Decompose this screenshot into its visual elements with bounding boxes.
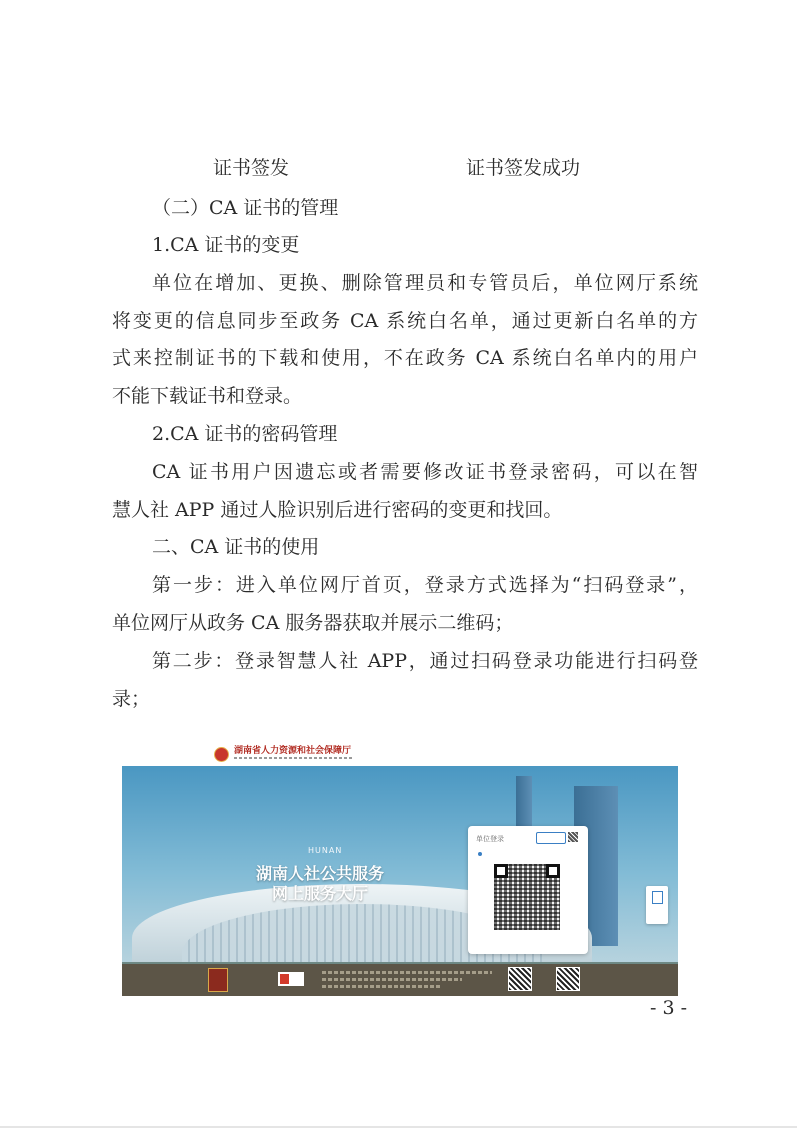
hero-title-line-1: 湖南人社公共服务 <box>255 864 384 883</box>
hero-title <box>240 864 400 904</box>
document-icon <box>652 891 663 904</box>
step-1-line-2: 单位网厅从政务 CA 服务器获取并展示二维码； <box>112 612 514 634</box>
paragraph-ca-change-line-4: 不能下载证书和登录。 <box>112 385 303 407</box>
step-1-line-1: 第一步：进入单位网厅首页，登录方式选择为“扫码登录”， <box>152 574 698 596</box>
portal-org-name: 湖南省人力资源和社会保障厅 <box>234 746 352 756</box>
login-card-title: 单位登录 <box>476 835 504 843</box>
paragraph-ca-change-line-3: 式来控制证书的下载和使用，不在政务 CA 系统白名单内的用户 <box>112 347 698 369</box>
caption-certificate-issuance: 证书签发 <box>213 157 290 179</box>
hero-caption: HUNAN <box>308 846 343 855</box>
portal-footer <box>122 964 678 996</box>
portal-hero <box>122 766 678 964</box>
footer-gov-logo <box>278 972 304 986</box>
radio-dot-icon <box>478 852 482 856</box>
heading-ca-management: （二）CA 证书的管理 <box>152 197 339 219</box>
side-float-widget[interactable] <box>646 886 668 924</box>
page-number: - 3 - <box>650 997 688 1019</box>
portal-org-subtitle <box>234 757 354 759</box>
paragraph-ca-change-line-2: 将变更的信息同步至政务 CA 系统白名单，通过更新白名单的方 <box>112 310 698 332</box>
tab-ca-login[interactable] <box>478 852 484 858</box>
footer-text-line <box>322 985 442 988</box>
footer-emblem-logo <box>208 968 228 992</box>
footer-qr-code <box>508 967 532 991</box>
heading-ca-usage: 二、CA 证书的使用 <box>152 536 320 558</box>
qr-toggle-icon[interactable] <box>568 832 578 842</box>
footer-text-line <box>322 971 492 974</box>
login-card <box>468 826 588 954</box>
footer-text-line <box>322 978 462 981</box>
step-2-line-2: 录； <box>112 688 151 710</box>
footer-qr-code <box>556 967 580 991</box>
paragraph-ca-change-line-1: 单位在增加、更换、删除管理员和专管员后，单位网厅系统 <box>152 272 698 294</box>
caption-certificate-issued-success: 证书签发成功 <box>466 157 581 179</box>
paragraph-ca-password-line-1: CA 证书用户因遗忘或者需要修改证书登录密码，可以在智 <box>152 461 698 483</box>
emblem-icon <box>214 747 229 762</box>
scan-edge <box>0 1126 797 1128</box>
portal-screenshot-image <box>122 744 678 996</box>
step-2-line-1: 第二步：登录智慧人社 APP，通过扫码登录功能进行扫码登 <box>152 650 698 672</box>
subheading-ca-password: 2.CA 证书的密码管理 <box>152 423 338 445</box>
hero-title-line-2: 网上服务大厅 <box>271 884 368 903</box>
paragraph-ca-password-line-2: 慧人社 APP 通过人脸识别后进行密码的变更和找回。 <box>112 499 563 521</box>
portal-header <box>122 744 678 766</box>
login-mode-button[interactable] <box>536 832 566 844</box>
subheading-ca-change: 1.CA 证书的变更 <box>152 234 300 256</box>
qr-code <box>494 864 560 930</box>
